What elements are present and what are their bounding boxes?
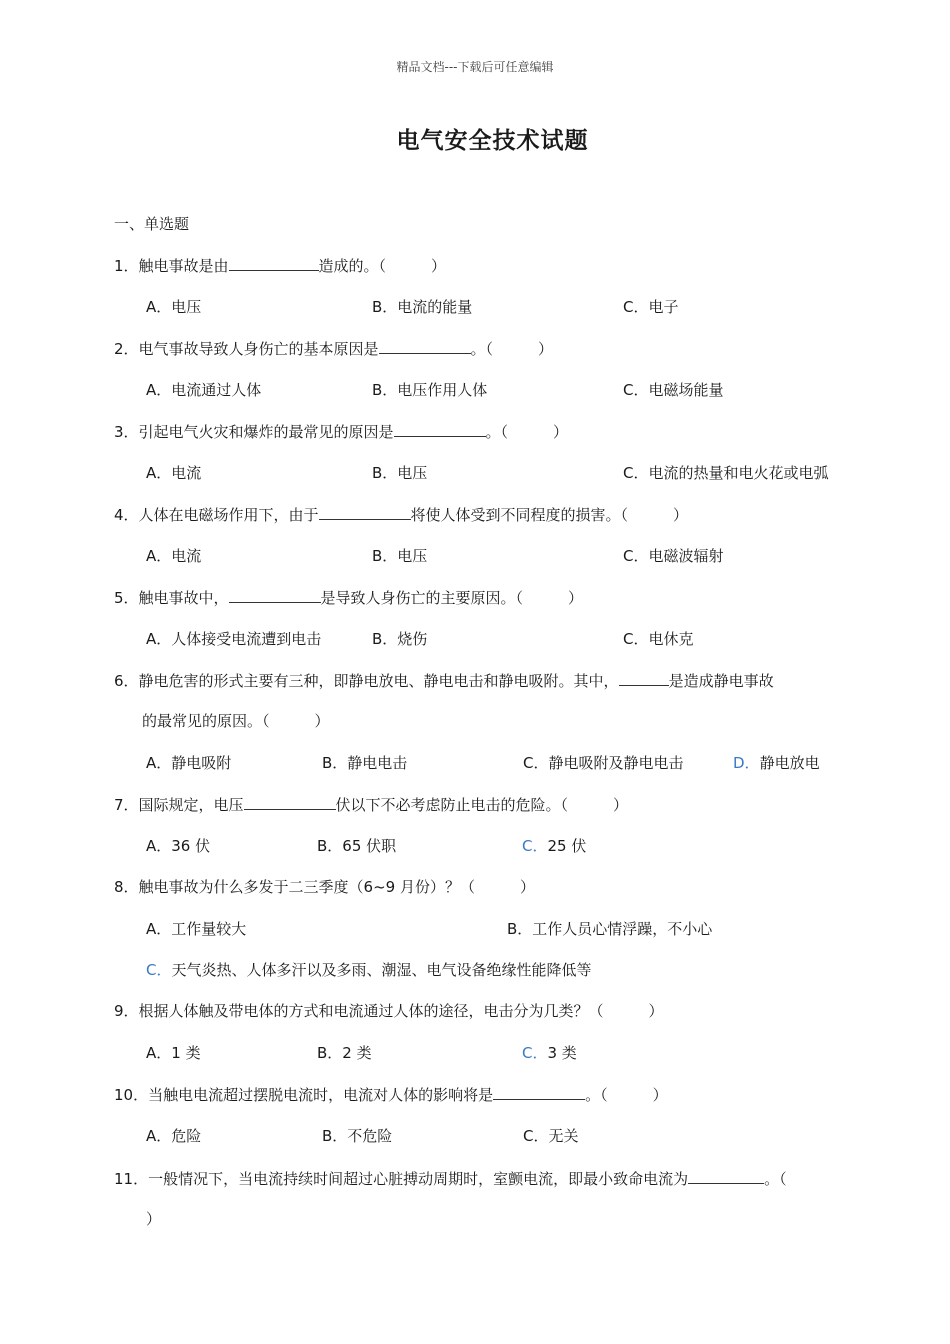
question-text: 10．当触电电流超过摆脱电流时，电流对人体的影响将是 — [114, 1086, 494, 1104]
question-text-end: 造成的。（ ） — [318, 257, 447, 275]
option-c: C．静电吸附及静电电击 — [523, 754, 684, 772]
option-b: B．不危险 — [322, 1127, 393, 1145]
question-5 — [114, 587, 583, 608]
answer-blank — [688, 1168, 764, 1184]
option-b: B．电压作用人体 — [372, 381, 488, 399]
option-c: C．电子 — [623, 298, 679, 316]
option-a: A．人体接受电流遭到电击 — [146, 630, 322, 648]
question-11-continuation: ） — [146, 1210, 162, 1228]
option-a: A．电流通过人体 — [146, 381, 262, 399]
question-4 — [114, 504, 688, 525]
option-b: B．静电电击 — [322, 754, 408, 772]
question-6-continuation: 的最常见的原因。（ ） — [142, 712, 330, 730]
answer-blank — [394, 421, 486, 437]
option-text: 静电放电 — [759, 754, 820, 772]
question-text-end: 。（ — [764, 1170, 787, 1188]
question-text: 4．人体在电磁场作用下，由于 — [114, 506, 319, 524]
option-letter: C． — [522, 837, 548, 855]
option-text: 25 伏 — [547, 837, 587, 855]
answer-blank — [379, 338, 471, 354]
option-letter: C． — [146, 961, 172, 979]
question-2 — [114, 338, 553, 359]
option-b: B．电压 — [372, 547, 428, 565]
question-text: 3．引起电气火灾和爆炸的最常见的原因是 — [114, 423, 394, 441]
answer-blank — [319, 504, 411, 520]
option-a: A．电流 — [146, 464, 202, 482]
question-text-end: 是造成静电事故 — [668, 672, 774, 690]
question-text: 2．电气事故导致人身伤亡的基本原因是 — [114, 340, 379, 358]
option-a: A．电流 — [146, 547, 202, 565]
option-text: 天气炎热、人体多汗以及多雨、潮湿、电气设备绝缘性能降低等 — [171, 961, 592, 979]
option-b: B．工作人员心情浮躁，不小心 — [507, 920, 713, 938]
option-c: C．电休克 — [623, 630, 694, 648]
option-a: A．1 类 — [146, 1044, 201, 1062]
question-text: 1．触电事故是由 — [114, 257, 229, 275]
question-8: 8．触电事故为什么多发于二三季度（6~9 月份）？（ ） — [114, 878, 535, 896]
option-letter: D． — [733, 754, 760, 772]
question-text-end: 。（ ） — [485, 423, 569, 441]
question-1 — [114, 255, 446, 276]
answer-blank — [493, 1084, 585, 1100]
question-text: 5．触电事故中， — [114, 589, 229, 607]
answer-blank — [619, 670, 669, 686]
option-c — [522, 1043, 577, 1063]
option-a: A．电压 — [146, 298, 202, 316]
question-10 — [114, 1084, 668, 1105]
option-b: B．65 伏职 — [317, 837, 397, 855]
question-11 — [114, 1168, 787, 1189]
option-c: C．电磁波辐射 — [623, 547, 724, 565]
option-c: C．无关 — [523, 1127, 579, 1145]
question-text-end: 。（ ） — [470, 340, 554, 358]
document-title: 电气安全技术试题 — [396, 128, 589, 154]
question-9: 9．根据人体触及带电体的方式和电流通过人体的途径，电击分为几类？（ ） — [114, 1002, 664, 1020]
answer-blank — [244, 794, 336, 810]
option-b: B．电压 — [372, 464, 428, 482]
option-text: 3 类 — [547, 1044, 577, 1062]
question-3 — [114, 421, 568, 442]
option-a: A．危险 — [146, 1127, 202, 1145]
question-text: 7．国际规定，电压 — [114, 796, 244, 814]
option-a: A．静电吸附 — [146, 754, 232, 772]
answer-blank — [229, 255, 319, 271]
question-text: 6．静电危害的形式主要有三种，即静电放电、静电电击和静电吸附。其中， — [114, 672, 619, 690]
option-c — [522, 836, 586, 856]
question-text: 11．一般情况下，当电流持续时间超过心脏搏动周期时，室颤电流，即最小致命电流为 — [114, 1170, 689, 1188]
question-text-end: 伏以下不必考虑防止电击的危险。（ ） — [335, 796, 629, 814]
option-b: B．电流的能量 — [372, 298, 473, 316]
section-heading: 一、单选题 — [114, 215, 190, 233]
option-c — [146, 960, 592, 980]
option-c: C．电流的热量和电火花或电弧 — [623, 464, 829, 482]
option-a: A．36 伏 — [146, 837, 211, 855]
question-text-end: 是导致人身伤亡的主要原因。（ ） — [320, 589, 584, 607]
question-6 — [114, 670, 774, 691]
question-text-end: 将使人体受到不同程度的损害。（ ） — [410, 506, 689, 524]
answer-blank — [229, 587, 321, 603]
option-b: B．烧伤 — [372, 630, 428, 648]
question-7 — [114, 794, 628, 815]
question-text-end: 。（ ） — [585, 1086, 668, 1104]
option-c: C．电磁场能量 — [623, 381, 724, 399]
option-d — [733, 753, 820, 773]
page-header: 精品文档---下载后可任意编辑 — [396, 60, 554, 74]
option-a: A．工作量较大 — [146, 920, 247, 938]
option-b: B．2 类 — [317, 1044, 372, 1062]
option-letter: C． — [522, 1044, 548, 1062]
